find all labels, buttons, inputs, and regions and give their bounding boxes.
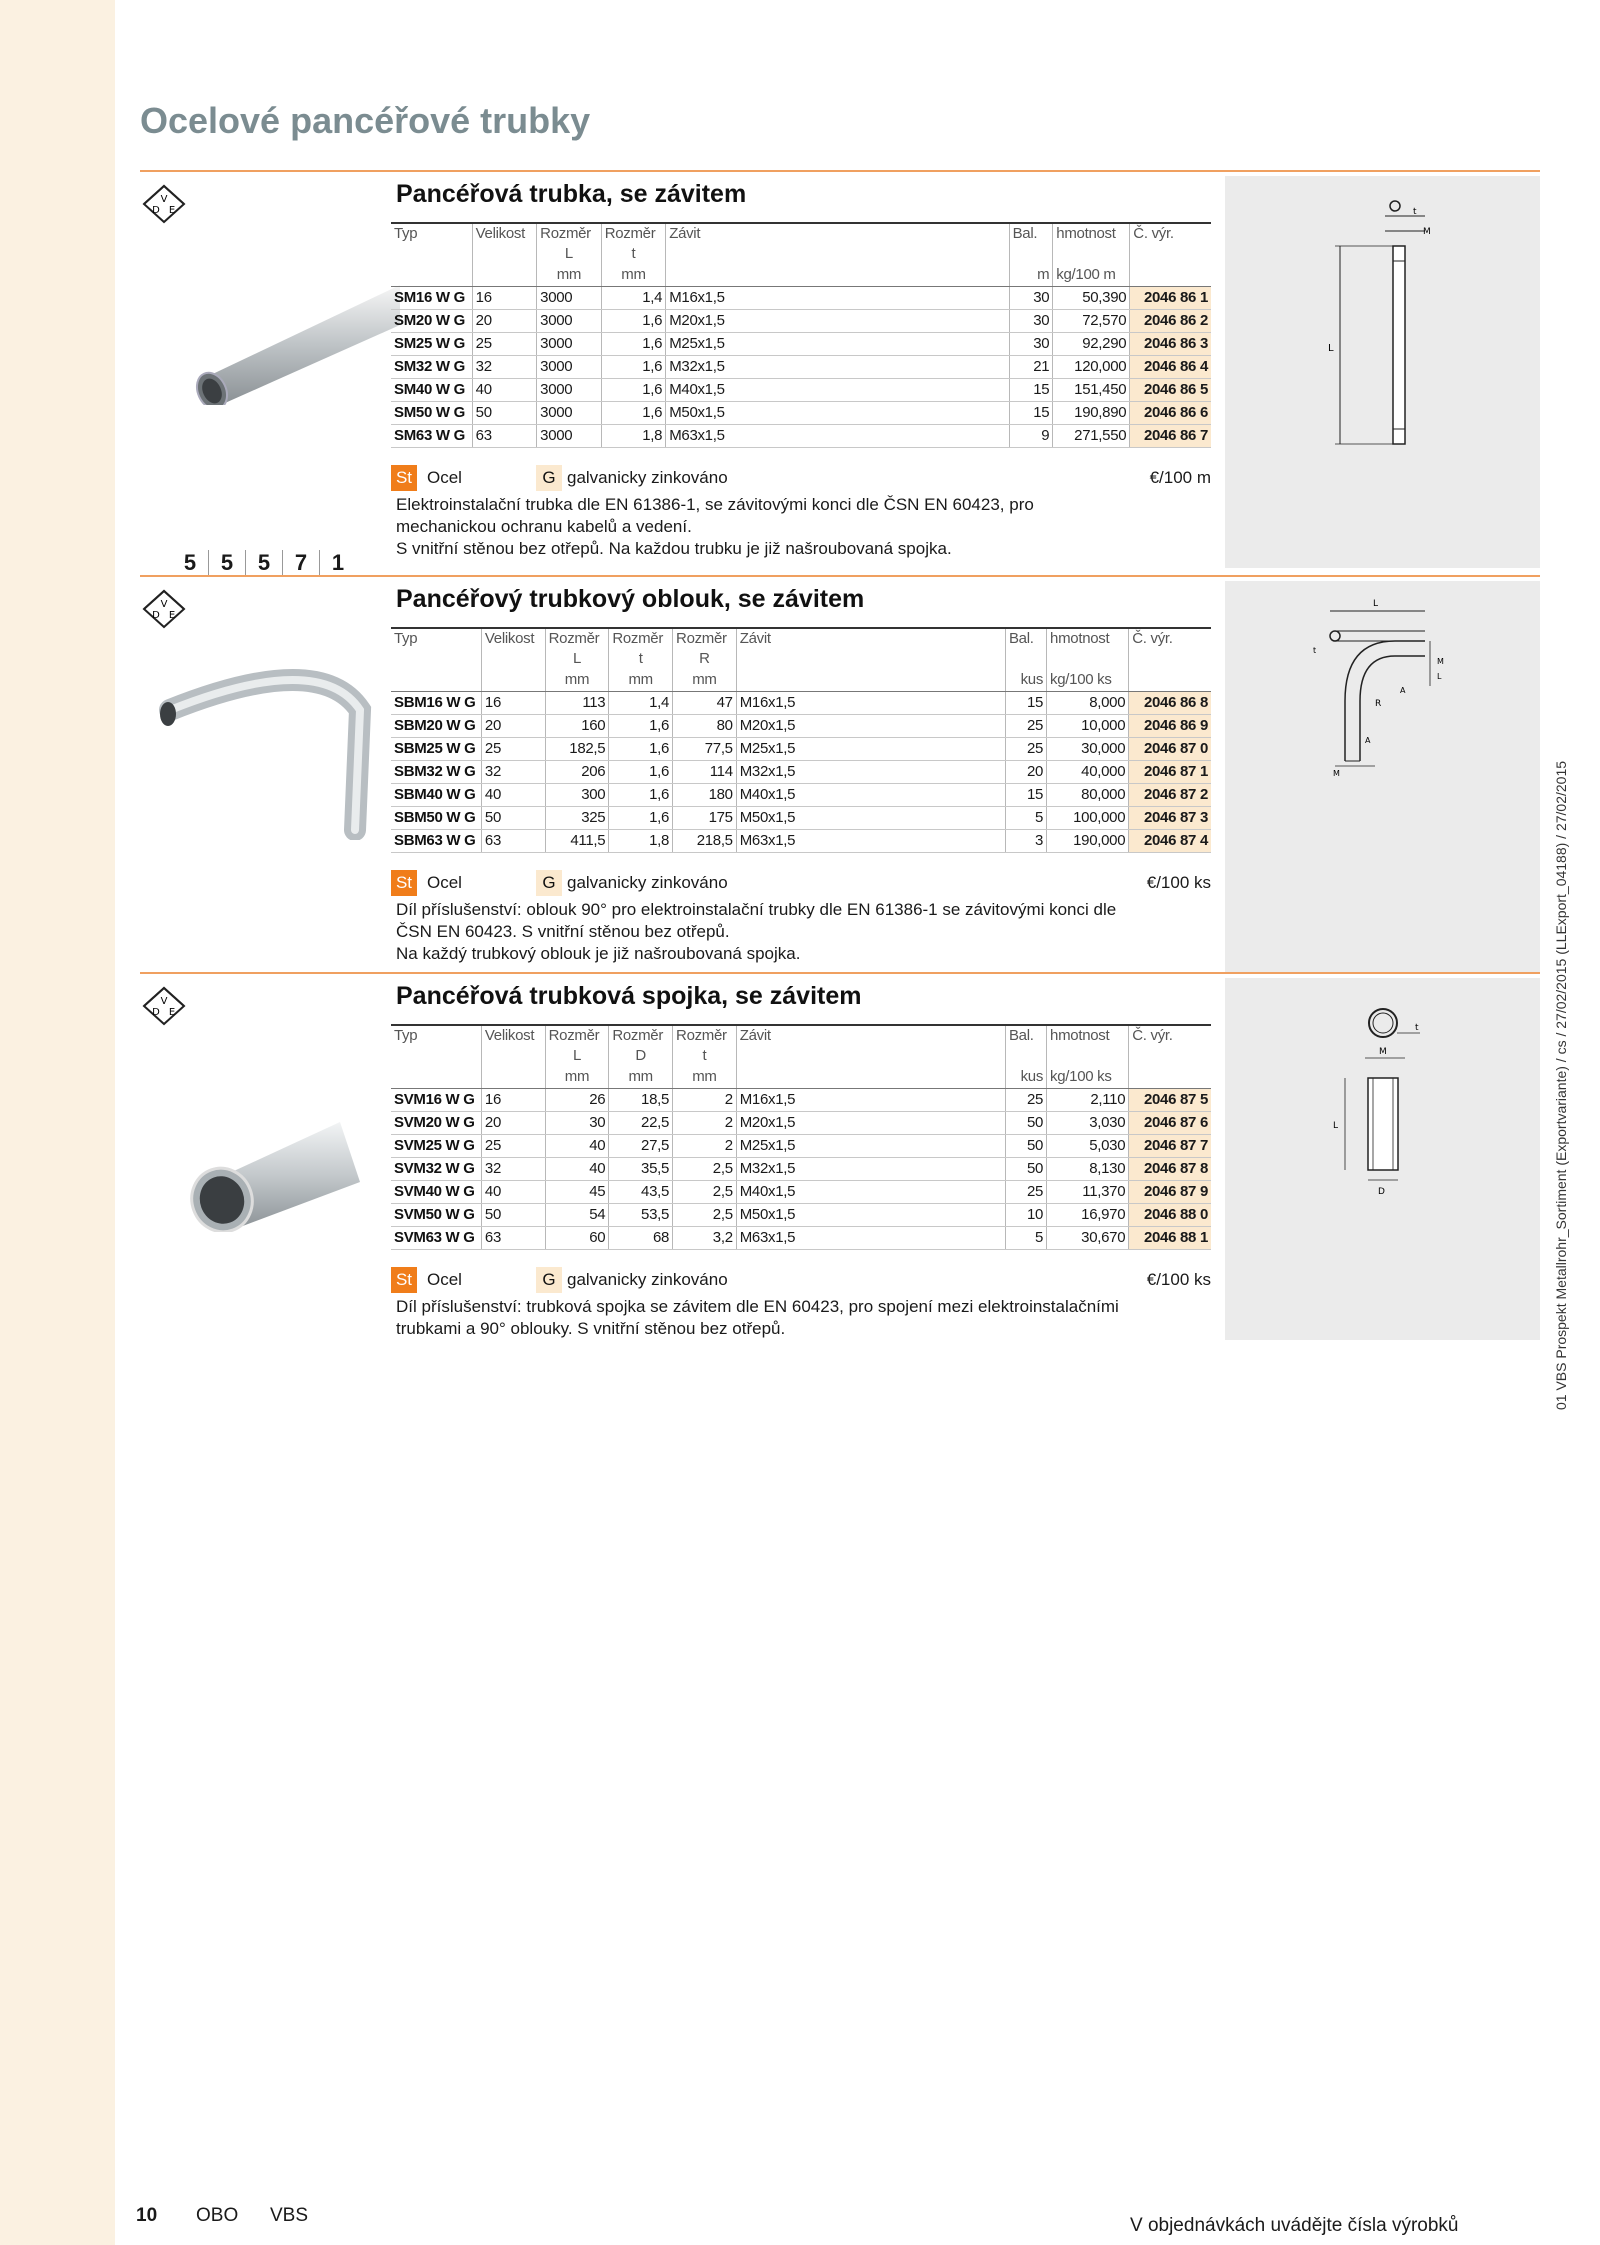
table-cell: 20 [1005,761,1046,784]
table-cell: 11,370 [1047,1181,1129,1204]
article-number: 2046 87 4 [1129,830,1211,853]
footer-note: V objednávkách uvádějte čísla výrobků [1130,2215,1459,2236]
table-cell: 63 [472,425,537,448]
article-number: 2046 88 1 [1129,1227,1211,1250]
page-title: Ocelové pancéřové trubky [140,100,591,141]
article-number: 2046 86 4 [1130,356,1211,379]
table-cell: 1,4 [609,692,673,715]
table-cell: 32 [481,761,545,784]
table-cell: 3000 [537,310,602,333]
table-cell: M50x1,5 [736,807,1005,830]
material-code-galvanized: G [536,465,562,491]
tube-photo [180,255,400,405]
table-cell: 35,5 [609,1158,673,1181]
table-row [391,425,1211,448]
table-cell: 1,6 [601,333,666,356]
product-type: SBM25 W G [391,738,481,761]
table-cell: 22,5 [609,1112,673,1135]
footer-division: VBS [270,2205,309,2226]
price-unit: €/100 ks [1146,1270,1211,1289]
tube-diagram [1225,176,1540,568]
table-cell: M32x1,5 [736,1158,1005,1181]
table-cell: 15 [1009,402,1053,425]
table-cell: 50 [472,402,537,425]
table-cell: 1,8 [601,425,666,448]
table-cell: 26 [545,1089,609,1112]
table-row [391,333,1211,356]
section-description: Díl příslušenství: trubková spojka se závitem dle EN 60423, pro spojení mezi elektroinstalačními trubkami a 90° oblouky. S vnitřní stěnou bez otřepů. [396,1297,1119,1338]
table-cell: 2,110 [1047,1089,1129,1112]
table-cell: 25 [481,1135,545,1158]
table-cell: 114 [673,761,737,784]
svg-text:E: E [168,205,176,216]
article-number: 2046 87 1 [1129,761,1211,784]
svg-text:L: L [1333,1121,1339,1131]
table-cell: 190,890 [1053,402,1130,425]
article-number: 2046 86 5 [1130,379,1211,402]
section-description: Elektroinstalační trubka dle EN 61386-1, se závitovými konci dle ČSN EN 60423, pro mechanickou ochranu kabelů a vedení. S vnitřní stěnou bez otřepů. Na každou trubku je již našroubovaná spojka. [396,495,1034,558]
table-cell: 2 [673,1089,737,1112]
table-row [391,1204,1211,1227]
table-cell: M40x1,5 [736,1181,1005,1204]
table-cell: 40 [472,379,537,402]
table-cell: M20x1,5 [736,1112,1005,1135]
svg-text:V: V [160,194,168,205]
article-number: 2046 86 3 [1130,333,1211,356]
article-number: 2046 86 9 [1129,715,1211,738]
material-code-galvanized: G [536,1267,562,1293]
table-cell: M16x1,5 [736,692,1005,715]
article-number: 2046 87 8 [1129,1158,1211,1181]
table-cell: 72,570 [1053,310,1130,333]
table-cell: 25 [472,333,537,356]
table-cell: 3000 [537,287,602,310]
table-cell: 15 [1005,784,1046,807]
table-cell: 50 [1005,1112,1046,1135]
table-cell: 1,6 [601,402,666,425]
table-cell: M20x1,5 [736,715,1005,738]
table-cell: 3,030 [1047,1112,1129,1135]
section-divider [140,972,1540,974]
section-title: Pancéřová trubková spojka, se závitem [396,982,862,1010]
price-unit: €/100 m [1149,468,1211,487]
product-type: SVM25 W G [391,1135,481,1158]
table-row [391,1227,1211,1250]
table-cell: 54 [545,1204,609,1227]
product-type: SBM50 W G [391,807,481,830]
table-cell: 3000 [537,333,602,356]
table-cell: 80 [673,715,737,738]
table-cell: M63x1,5 [736,1227,1005,1250]
table-cell: M63x1,5 [736,830,1005,853]
article-number: 2046 87 0 [1129,738,1211,761]
section-divider [140,575,1540,577]
material-line: St Ocel G galvanicky zinkováno €/100 m [391,465,1211,491]
section-bend [140,575,1540,975]
material-line: St Ocel G galvanicky zinkováno €/100 ks [391,1267,1211,1293]
product-table: Typ Velikost Rozměr Rozměr Rozměr Závit Bal. hmotnost Č. výr. L D t mm mm mm kus kg/100 ks SVM16 W G 16 26 18,5 2 M16x1,5 25 2,110 2046 87 5 SVM20 W G 20 30 22,5 2 M20x1,5 50 3,030 2046 87 6 SVM25 W G 25 40 27,5 2 M25x1,5 50 5,030 2046 87 7 SVM32 W G 32 40 35,5 2,5 M32x1,5 50 8,130 2046 87 8 SVM40 W G 40 45 43,5 2,5 M40x1,5 25 11,370 2046 87 9 SVM50 W G 50 54 53,5 2,5 M50x1,5 10 16,970 2046 88 0 SVM63 W G 63 60 68 3,2 M63x1,5 5 30,670 2046 88 1 [391,1024,1211,1250]
table-cell: 18,5 [609,1089,673,1112]
table-cell: 100,000 [1047,807,1129,830]
svg-text:V: V [160,996,168,1007]
table-cell: 30,670 [1047,1227,1129,1250]
table-cell: M32x1,5 [666,356,1009,379]
product-type: SVM16 W G [391,1089,481,1112]
product-type: SM50 W G [391,402,472,425]
table-cell: 47 [673,692,737,715]
article-number: 2046 86 6 [1130,402,1211,425]
section-tube [140,170,1540,575]
table-cell: 25 [1005,1089,1046,1112]
table-cell: M25x1,5 [736,738,1005,761]
table-cell: 180 [673,784,737,807]
article-number: 2046 86 1 [1130,287,1211,310]
material-code-steel: St [391,1267,417,1293]
table-cell: M32x1,5 [736,761,1005,784]
svg-text:E: E [168,1007,176,1018]
table-cell: M40x1,5 [666,379,1009,402]
svg-text:M: M [1437,657,1444,666]
table-cell: 16 [481,692,545,715]
svg-text:M: M [1423,227,1431,237]
table-cell: 411,5 [545,830,609,853]
table-cell: 50 [1005,1158,1046,1181]
table-row [391,807,1211,830]
table-cell: 182,5 [545,738,609,761]
table-cell: 151,450 [1053,379,1130,402]
table-cell: 8,000 [1047,692,1129,715]
table-cell: 30 [1009,333,1053,356]
svg-text:M: M [1379,1047,1387,1057]
left-margin-band [0,0,115,2245]
material-code-steel: St [391,870,417,896]
vertical-document-id: 01 VBS Prospekt Metallrohr_Sortiment (Exportvariante) / cs / 27/02/2015 (LLExport_04188) / 27/02/2015 [1553,760,1569,1410]
svg-text:D: D [152,1007,160,1018]
svg-text:D: D [152,205,160,216]
table-cell: 113 [545,692,609,715]
bend-diagram [1225,581,1540,973]
section-title: Pancéřový trubkový oblouk, se závitem [396,585,865,613]
table-cell: 10,000 [1047,715,1129,738]
product-type: SBM32 W G [391,761,481,784]
table-cell: 25 [481,738,545,761]
table-cell: 25 [1005,738,1046,761]
svg-text:D: D [152,610,160,621]
table-cell: 15 [1005,692,1046,715]
table-cell: 1,6 [609,784,673,807]
page-number: 10 [136,2205,158,2226]
table-cell: M25x1,5 [736,1135,1005,1158]
table-cell: 1,4 [601,287,666,310]
table-cell: 40 [481,1181,545,1204]
table-cell: 30 [1009,310,1053,333]
table-cell: 40 [545,1158,609,1181]
article-number: 2046 86 7 [1130,425,1211,448]
table-cell: 5,030 [1047,1135,1129,1158]
table-cell: 190,000 [1047,830,1129,853]
svg-text:L: L [1328,343,1334,354]
bend-photo [150,650,390,840]
section-title: Pancéřová trubka, se závitem [396,180,747,208]
table-cell: 60 [545,1227,609,1250]
table-row [391,761,1211,784]
svg-text:t: t [1313,646,1317,655]
table-cell: 206 [545,761,609,784]
svg-text:A: A [1400,686,1406,695]
article-number: 2046 88 0 [1129,1204,1211,1227]
table-row [391,692,1211,715]
table-row [391,784,1211,807]
table-cell: 20 [472,310,537,333]
table-cell: 40 [545,1135,609,1158]
price-unit: €/100 ks [1146,873,1211,892]
svg-text:V: V [160,599,168,610]
product-type: SVM20 W G [391,1112,481,1135]
product-type: SBM40 W G [391,784,481,807]
svg-text:t: t [1413,207,1417,217]
product-table: Typ Velikost Rozměr Rozměr Závit Bal. hmotnost Č. výr. L t mm mm m kg/100 m SM16 W G 16 3000 1,4 M16x1,5 30 50,390 2046 86 1 SM20 W G 20 3000 1,6 M20x1,5 30 72,570 2046 86 2 SM25 W G 25 3000 1,6 M25x1,5 30 92,290 2046 86 3 SM32 W G 32 3000 1,6 M32x1,5 21 120,000 2046 86 4 SM40 W G 40 3000 1,6 M40x1,5 15 151,450 2046 86 5 SM50 W G 50 3000 1,6 M50x1,5 15 190,890 2046 86 6 SM63 W G 63 3000 1,8 M63x1,5 9 271,550 2046 86 7 [391,222,1211,448]
table-row [391,1112,1211,1135]
table-cell: 1,6 [601,356,666,379]
table-cell: 43,5 [609,1181,673,1204]
product-type: SM25 W G [391,333,472,356]
table-cell: 1,8 [609,830,673,853]
section-coupling [140,972,1540,1352]
product-type: SM40 W G [391,379,472,402]
svg-text:R: R [1375,699,1382,709]
article-number: 2046 86 2 [1130,310,1211,333]
article-number: 2046 87 6 [1129,1112,1211,1135]
section-description: Díl příslušenství: oblouk 90° pro elektroinstalační trubky dle EN 61386-1 se závitovými konci dle ČSN EN 60423. S vnitřní stěnou bez otřepů. Na každý trubkový oblouk je již našroubovaná spojka. [396,900,1117,963]
table-cell: 50 [481,1204,545,1227]
table-row [391,830,1211,853]
table-cell: 300 [545,784,609,807]
product-type: SM32 W G [391,356,472,379]
table-cell: 325 [545,807,609,830]
table-cell: 1,6 [609,738,673,761]
table-cell: 30,000 [1047,738,1129,761]
product-type: SBM63 W G [391,830,481,853]
svg-text:D: D [1378,1187,1385,1197]
table-row [391,310,1211,333]
table-cell: 80,000 [1047,784,1129,807]
footer-brand: OBO [196,2205,239,2226]
table-cell: 25 [1005,1181,1046,1204]
table-cell: 16 [472,287,537,310]
table-cell: 2,5 [673,1204,737,1227]
table-row [391,356,1211,379]
table-cell: M16x1,5 [666,287,1009,310]
table-cell: 63 [481,830,545,853]
table-cell: 1,6 [601,379,666,402]
article-number: 2046 87 9 [1129,1181,1211,1204]
table-cell: 271,550 [1053,425,1130,448]
vde-logo-icon [140,587,188,631]
svg-text:L: L [1373,599,1379,609]
product-table: Typ Velikost Rozměr Rozměr Rozměr Závit Bal. hmotnost Č. výr. L t R mm mm mm kus kg/100 ks SBM16 W G 16 113 1,4 47 M16x1,5 15 8,000 2046 86 8 SBM20 W G 20 160 1,6 80 M20x1,5 25 10,000 2046 86 9 SBM25 W G 25 182,5 1,6 77,5 M25x1,5 25 30,000 2046 87 0 SBM32 W G 32 206 1,6 114 M32x1,5 20 40,000 2046 87 1 SBM40 W G 40 300 1,6 180 M40x1,5 15 80,000 2046 87 2 SBM50 W G 50 325 1,6 175 M50x1,5 5 100,000 2046 87 3 SBM63 W G 63 411,5 1,8 218,5 M63x1,5 3 190,000 2046 87 4 [391,627,1211,853]
svg-text:M: M [1333,769,1340,778]
product-type: SM16 W G [391,287,472,310]
table-cell: M20x1,5 [666,310,1009,333]
article-number: 2046 87 7 [1129,1135,1211,1158]
article-number: 2046 86 8 [1129,692,1211,715]
table-cell: 77,5 [673,738,737,761]
product-type: SVM40 W G [391,1181,481,1204]
table-cell: 45 [545,1181,609,1204]
table-cell: M25x1,5 [666,333,1009,356]
table-cell: 3000 [537,402,602,425]
product-type: SVM50 W G [391,1204,481,1227]
table-cell: M50x1,5 [736,1204,1005,1227]
table-cell: 25 [1005,715,1046,738]
product-type: SVM63 W G [391,1227,481,1250]
svg-text:t: t [1415,1023,1419,1033]
table-cell: 27,5 [609,1135,673,1158]
table-cell: 50,390 [1053,287,1130,310]
product-type: SBM16 W G [391,692,481,715]
table-cell: 10 [1005,1204,1046,1227]
table-cell: 32 [472,356,537,379]
article-number: 2046 87 5 [1129,1089,1211,1112]
table-row [391,1135,1211,1158]
table-cell: 32 [481,1158,545,1181]
table-cell: 3000 [537,379,602,402]
table-row [391,1158,1211,1181]
coupling-diagram [1225,978,1540,1340]
table-row [391,1089,1211,1112]
table-cell: M16x1,5 [736,1089,1005,1112]
table-cell: 1,6 [609,761,673,784]
table-cell: 40 [481,784,545,807]
table-cell: 20 [481,715,545,738]
table-cell: 2,5 [673,1158,737,1181]
table-cell: 3000 [537,425,602,448]
table-row [391,715,1211,738]
table-cell: 160 [545,715,609,738]
material-code-steel: St [391,465,417,491]
table-cell: 3,2 [673,1227,737,1250]
table-cell: 50 [481,807,545,830]
table-cell: 30 [1009,287,1053,310]
product-type: SM63 W G [391,425,472,448]
vde-logo-icon [140,182,188,226]
table-cell: 3000 [537,356,602,379]
table-cell: 50 [1005,1135,1046,1158]
table-row [391,1181,1211,1204]
table-cell: M40x1,5 [736,784,1005,807]
product-type: SM20 W G [391,310,472,333]
svg-text:E: E [168,610,176,621]
table-cell: 218,5 [673,830,737,853]
table-cell: 2,5 [673,1181,737,1204]
table-cell: 21 [1009,356,1053,379]
table-cell: 92,290 [1053,333,1130,356]
table-cell: 5 [1005,1227,1046,1250]
coupling-photo [170,1082,370,1232]
table-cell: 2 [673,1112,737,1135]
table-cell: 20 [481,1112,545,1135]
article-number: 2046 87 2 [1129,784,1211,807]
table-row [391,287,1211,310]
table-cell: 68 [609,1227,673,1250]
table-cell: 16 [481,1089,545,1112]
vde-logo-icon [140,984,188,1028]
table-cell: 5 [1005,807,1046,830]
table-row [391,738,1211,761]
table-cell: 8,130 [1047,1158,1129,1181]
table-cell: 15 [1009,379,1053,402]
table-cell: 40,000 [1047,761,1129,784]
table-cell: 30 [545,1112,609,1135]
table-cell: 1,6 [609,715,673,738]
table-cell: 1,6 [601,310,666,333]
table-cell: 2 [673,1135,737,1158]
table-cell: M63x1,5 [666,425,1009,448]
table-cell: 9 [1009,425,1053,448]
svg-text:L: L [1437,672,1442,681]
table-cell: 175 [673,807,737,830]
material-line: St Ocel G galvanicky zinkováno €/100 ks [391,870,1211,896]
table-row [391,402,1211,425]
table-cell: 53,5 [609,1204,673,1227]
table-cell: 120,000 [1053,356,1130,379]
product-type: SVM32 W G [391,1158,481,1181]
section-divider [140,170,1540,172]
table-cell: M50x1,5 [666,402,1009,425]
svg-text:A: A [1365,736,1371,745]
table-row [391,379,1211,402]
material-code-galvanized: G [536,870,562,896]
table-cell: 3 [1005,830,1046,853]
table-cell: 63 [481,1227,545,1250]
article-number: 2046 87 3 [1129,807,1211,830]
category-codes: 5 5 5 7 1 [172,550,356,576]
table-cell: 16,970 [1047,1204,1129,1227]
table-cell: 1,6 [609,807,673,830]
product-type: SBM20 W G [391,715,481,738]
